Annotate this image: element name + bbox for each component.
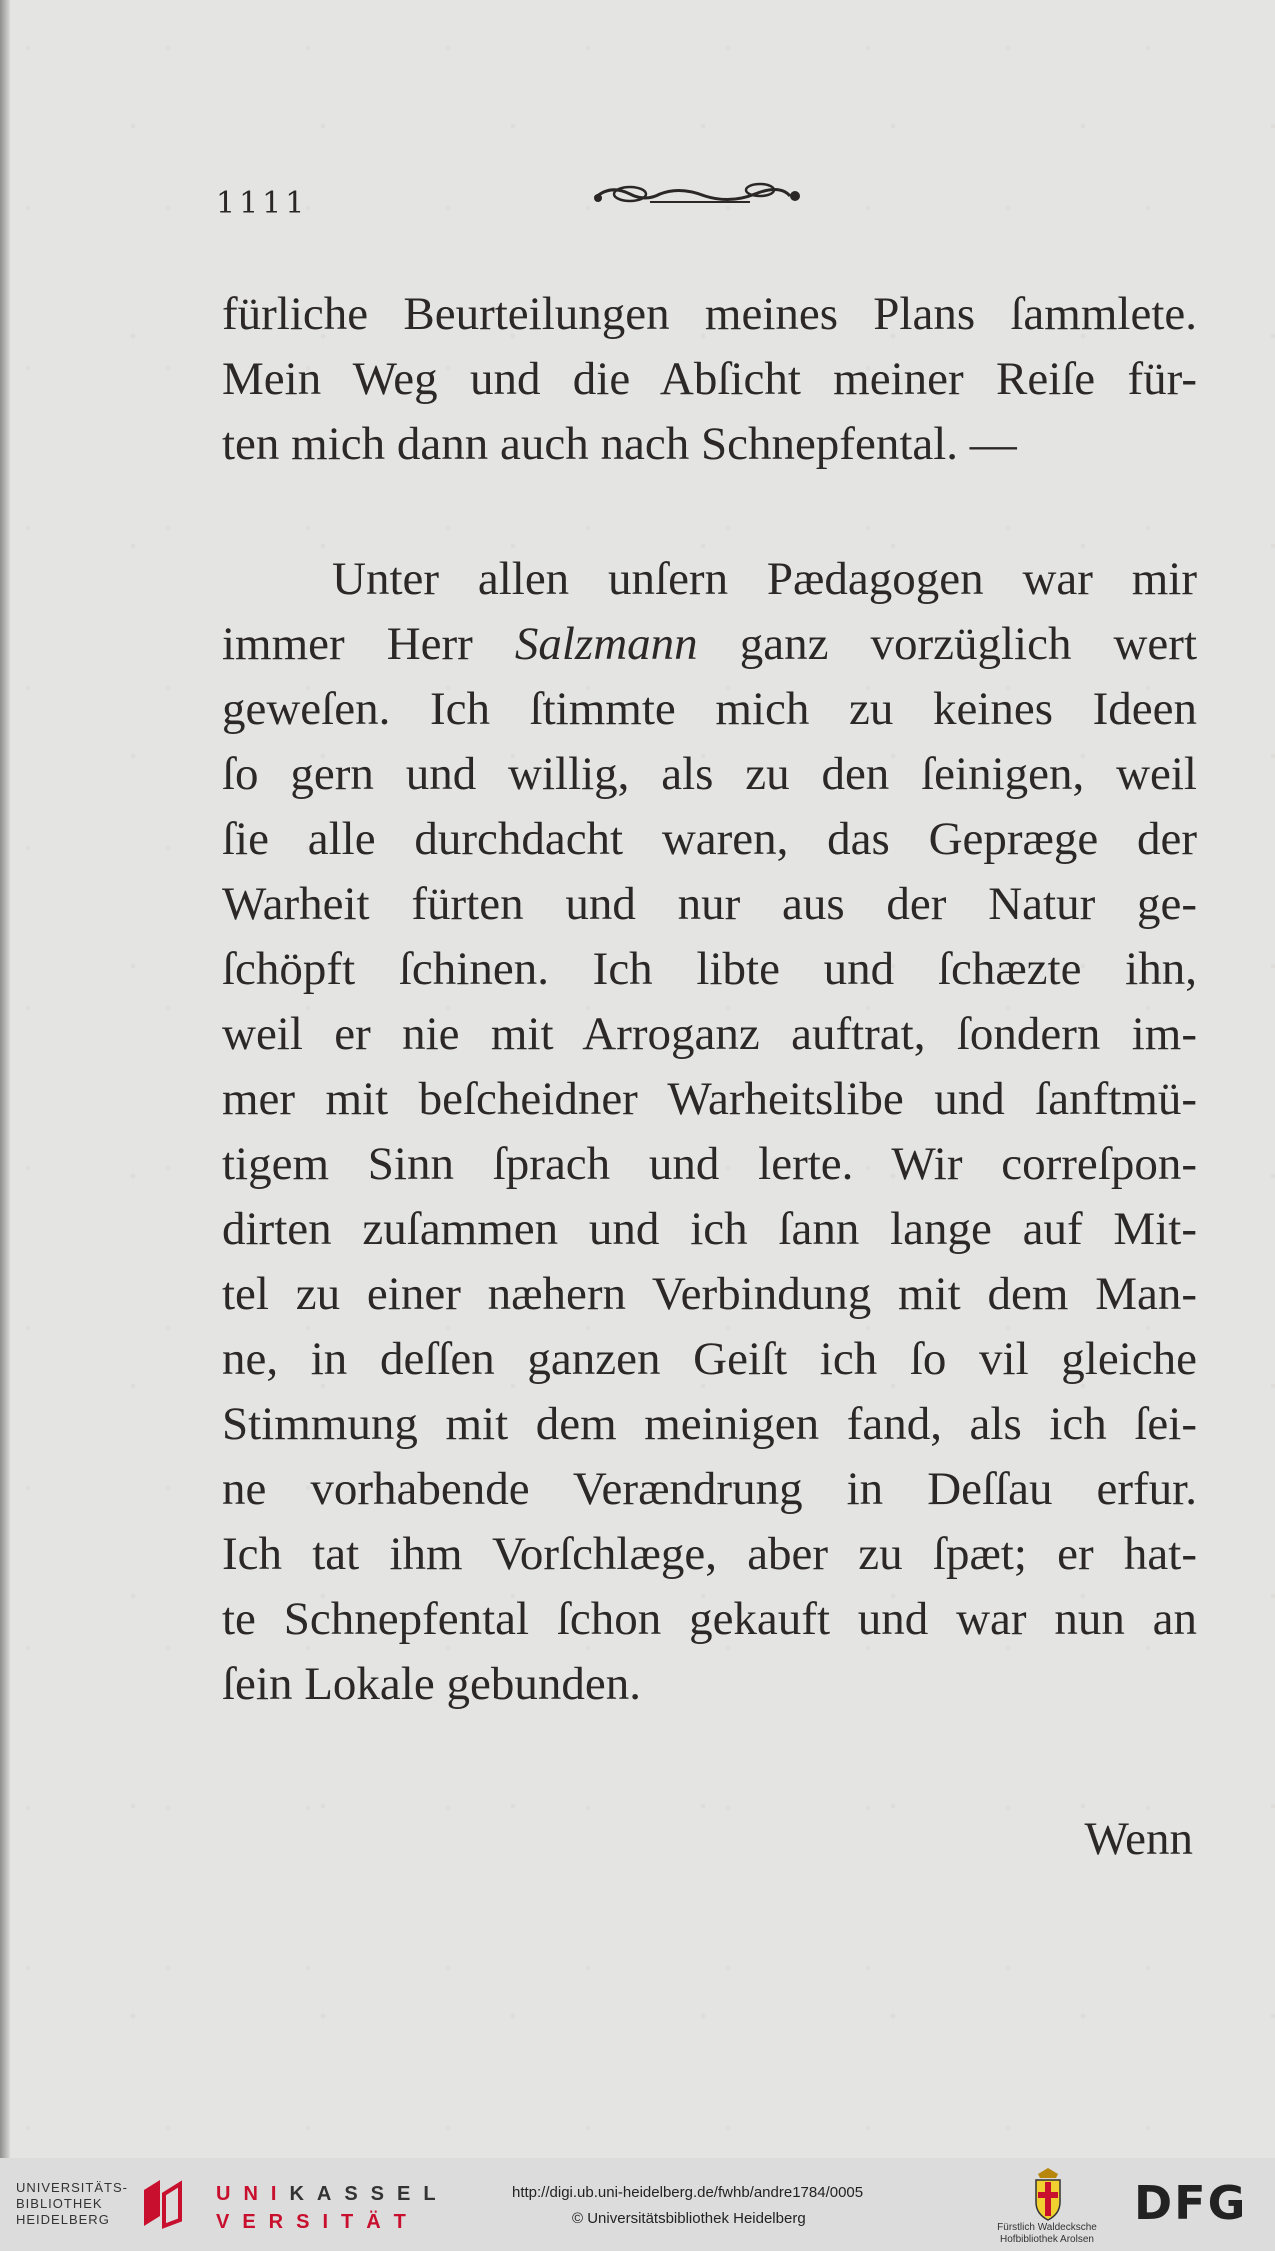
body-text [222, 282, 1197, 1717]
text-line: ten mich dann auch nach Schnepfental. — [222, 418, 1017, 470]
uni-kassel-logo[interactable] [216, 2180, 449, 2236]
uk-line2-red: VERSITÄT [216, 2211, 419, 2233]
text-line: dirten zuſammen und ich ſann lange auf Mit- [222, 1203, 1197, 1255]
text-line: ſchöpft ſchinen. Ich libte und ſchæzte ihn, [222, 943, 1197, 995]
text-line: ſie alle durchdacht waren, das Gepræge der [222, 813, 1197, 865]
text-line: mer mit beſcheidner Warheitslibe und ſanftmü- [222, 1073, 1197, 1125]
text-line: geweſen. Ich ſtimmte mich zu keines Ideen [222, 683, 1197, 735]
permalink[interactable]: http://digi.ub.uni-heidelberg.de/fwhb/andre1784/0005 [512, 2184, 864, 2201]
text-line [222, 612, 1197, 677]
text-line: Warheit fürten und nur aus der Natur ge- [222, 878, 1197, 930]
ub-logo-line: UNIVERSITÄTS- [16, 2180, 128, 2195]
text-line: ne vorhabende Verændrung in Deſſau erfur. [222, 1463, 1197, 1515]
text-span: immer Herr [222, 618, 515, 670]
ub-heidelberg-logo[interactable] [16, 2180, 128, 2228]
kassel-emblem-icon [138, 2176, 186, 2232]
arolsen-line: Fürstlich Waldecksche [997, 2222, 1097, 2233]
text-line: ne, in deſſen ganzen Geiſt ich ſo vil gleiche [222, 1333, 1197, 1385]
text-span: ganz vorzüglich wert [697, 618, 1197, 670]
arolsen-crest-icon [1028, 2166, 1068, 2222]
text-line: tigem Sinn ſprach und lerte. Wir correſpon- [222, 1138, 1197, 1190]
arolsen-logo-text[interactable] [982, 2222, 1112, 2246]
text-line: Mein Weg und die Abſicht meiner Reiſe für- [222, 353, 1197, 405]
arolsen-line: Hofbibliothek Arolsen [1000, 2234, 1094, 2245]
text-line: tel zu einer næhern Verbindung mit dem Man- [222, 1268, 1197, 1320]
text-line: Unter allen unſern Pædagogen war mir [332, 553, 1197, 605]
name-salzmann: Salzmann [514, 618, 698, 670]
text-line: te Schnepfental ſchon gekauft und war nun an [222, 1593, 1197, 1645]
text-line: weil er nie mit Arroganz auftrat, ſondern im- [222, 1008, 1197, 1060]
text-line: Ich tat ihm Vorſchlæge, aber zu ſpæt; er hat- [222, 1528, 1197, 1580]
uk-line1-red: UNI [216, 2183, 290, 2205]
digitization-footer [0, 2158, 1275, 2251]
ornament-vignette [590, 176, 820, 216]
text-line: ſo gern und willig, als zu den ſeinigen, weil [222, 748, 1197, 800]
ub-logo-line: HEIDELBERG [16, 2212, 110, 2227]
dfg-logo[interactable]: DFG [1134, 2176, 1248, 2230]
ub-logo-line: BIBLIOTHEK [16, 2196, 103, 2211]
uk-line1-dark: KASSEL [289, 2183, 449, 2205]
catchword: Wenn [1084, 1813, 1193, 1865]
text-line: ſein Lokale gebunden. [222, 1658, 641, 1710]
text-line: Stimmung mit dem meinigen fand, als ich ſei- [222, 1398, 1197, 1450]
page-edge [0, 0, 10, 2158]
text-line: fürliche Beurteilungen meines Plans ſammlete. [222, 288, 1197, 340]
copyright-notice: © Universitätsbibliothek Heidelberg [572, 2210, 806, 2227]
page-number: 1111 [216, 186, 309, 221]
